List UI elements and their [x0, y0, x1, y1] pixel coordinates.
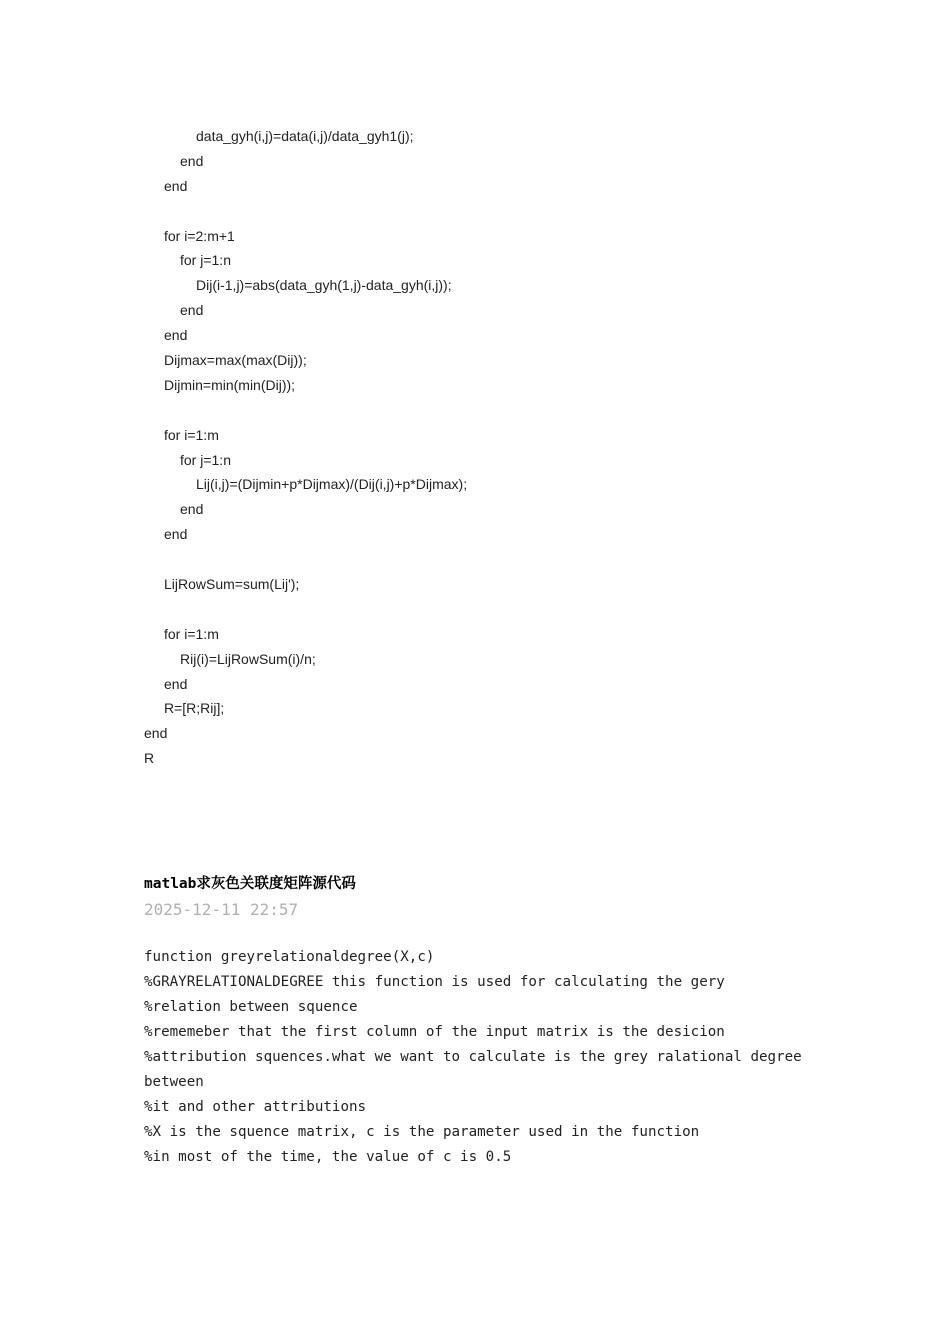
code-line: end: [164, 177, 188, 194]
code-line: for i=2:m+1: [164, 227, 235, 244]
code-line: %relation between squence: [144, 999, 358, 1015]
code-line: end: [164, 327, 188, 344]
code-line-blank: [144, 398, 467, 423]
code-block-bottom: [144, 945, 844, 1170]
code-line: data_gyh(i,j)=data(i,j)/data_gyh1(j);: [196, 128, 414, 144]
code-line: for i=1:m: [164, 426, 219, 443]
code-line: function greyrelationaldegree(X,c): [144, 949, 435, 965]
code-line: Dijmin=min(min(Dij));: [164, 376, 296, 393]
code-line: %rememeber that the first column of the input matrix is the desicion: [144, 1024, 725, 1040]
code-line: Lij(i,j)=(Dijmin+p*Dijmax)/(Dij(i,j)+p*Dijmax);: [196, 476, 468, 493]
code-line: between: [144, 1074, 204, 1090]
code-line: LijRowSum=sum(Lij');: [164, 576, 300, 593]
code-block-top: [144, 124, 467, 771]
code-line: for j=1:n: [180, 451, 231, 468]
code-line: end: [164, 526, 188, 543]
code-line: end: [180, 152, 204, 169]
code-line: %X is the squence matrix, c is the parameter used in the function: [144, 1124, 700, 1140]
code-line: Rij(i)=LijRowSum(i)/n;: [180, 650, 316, 667]
code-line: end: [164, 675, 188, 692]
article-title: matlab求灰色关联度矩阵源代码: [144, 876, 356, 892]
code-line: for i=1:m: [164, 625, 219, 642]
code-line: %attribution squences.what we want to calculate is the grey ralational degree: [144, 1049, 802, 1065]
code-line: %in most of the time, the value of c is 0.5: [144, 1149, 512, 1165]
code-line-blank: [144, 199, 467, 224]
code-line: Dijmax=max(max(Dij));: [164, 352, 307, 369]
code-line-blank: [144, 597, 467, 622]
code-line: %GRAYRELATIONALDEGREE this function is used for calculating the gery: [144, 974, 725, 990]
article-section: [144, 872, 844, 1170]
article-date: 2025-12-11 22:57: [144, 900, 299, 919]
code-line: %it and other attributions: [144, 1099, 367, 1115]
code-line-blank: [144, 547, 467, 572]
code-line: end: [144, 725, 168, 742]
code-line: end: [180, 302, 204, 319]
code-line: R: [144, 750, 155, 767]
code-line: Dij(i-1,j)=abs(data_gyh(1,j)-data_gyh(i,j));: [196, 277, 452, 294]
code-line: end: [180, 501, 204, 518]
code-line: for j=1:n: [180, 252, 231, 269]
code-line: R=[R;Rij];: [164, 700, 225, 717]
